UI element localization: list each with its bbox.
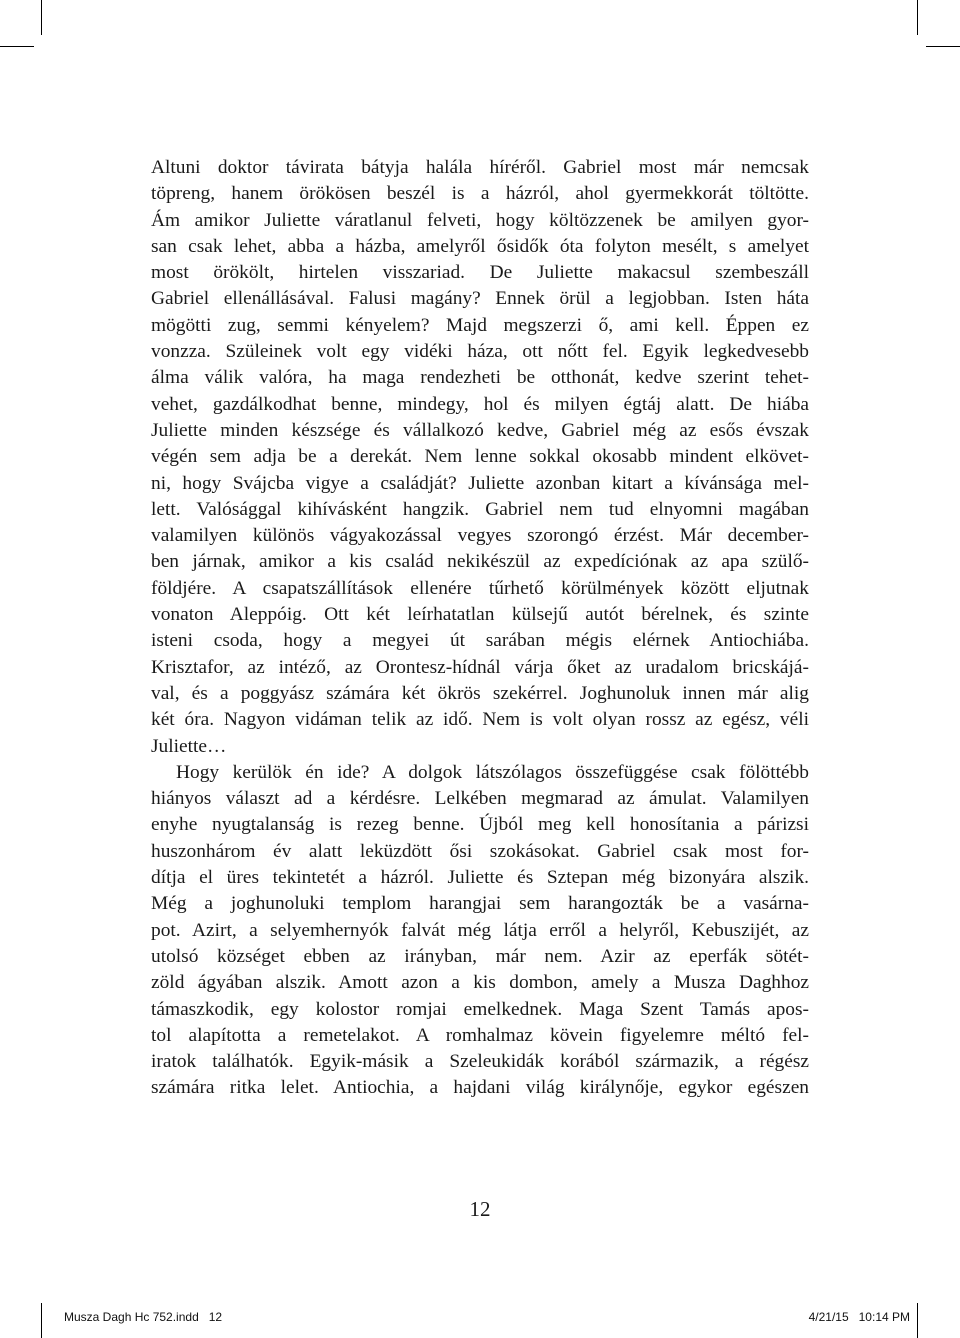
text-line: Hogy kerülök én ide? A dolgok látszólagos összefüggése csak fölöttébb (176, 761, 809, 783)
text-line: san csak lehet, abba a házba, amelyről ősidők óta folyton mesélt, s amelyet (151, 235, 809, 257)
text-line: tol alapította a remetelakot. A romhalmaz kövein figyelemre méltó fel- (151, 1024, 809, 1046)
text-line: iratok találhatók. Egyik-másik a Szeleukidák korából származik, a régész (151, 1051, 809, 1073)
text-line: álma válik valóra, ha maga rendezheti be otthonát, kedve szerint tehet- (151, 367, 809, 389)
text-line: ni, hogy Svájcba vigye a családját? Juliette azonban kitart a kívánsága mel- (151, 472, 809, 494)
text-line: lett. Valósággal kihívásként hangzik. Gabriel nem tud elnyomni magában (151, 498, 809, 520)
slug-divider-right (917, 1303, 918, 1338)
text-line: zöld ágyában alszik. Amott azon a kis dombon, amely a Musza Daghhoz (151, 972, 809, 994)
text-line: dítja el üres tekintetét a házról. Juliette és Sztepan még bizonyára alszik. (151, 867, 809, 889)
text-line: támaszkodik, egy kolostor romjai emelkednek. Maga Szent Tamás apos- (151, 998, 809, 1020)
text-line: valamilyen különös vágyakozással vegyes szorongó érzést. Már december- (151, 525, 809, 547)
text-line: számára ritka lelet. Antiochia, a hajdani világ királynője, egykor egészen (151, 1077, 809, 1099)
slug-filename: Musza Dagh Hc 752.indd 12 (64, 1310, 223, 1324)
text-line: vonaton Aleppóig. Ott két leírhatatlan külsejű autót bérelnek, és szinte (151, 604, 809, 626)
text-line: Juliette minden készsége és vállalkozó kedve, Gabriel még az esős évszak (151, 419, 809, 441)
slug-divider-left (41, 1303, 42, 1338)
page-number: 12 (469, 1197, 491, 1221)
text-line: Altuni doktor távirata bátyja halála híréről. Gabriel most már nemcsak (151, 157, 809, 178)
text-line: mögötti zug, semmi kényelem? Majd megszerzi ő, ami kell. Éppen ez (151, 314, 809, 336)
text-line: Krisztafor, az intéző, az Orontesz-hídnál várja őket az uradalom bricskájá- (151, 656, 809, 678)
crop-mark-top-left-vertical (41, 0, 42, 35)
text-line: hiányos választ ad a kérdésre. Lelkében megmarad az ámulat. Valamilyen (151, 788, 809, 810)
body-text (151, 155, 809, 1102)
text-line: ben járnak, amikor a kis család nekikészül az expedíciónak az apa szülő- (151, 551, 809, 573)
slug-datetime: 4/21/15 10:14 PM (808, 1310, 910, 1324)
text-line: vonzza. Szüleinek volt egy vidéki háza, ott nőtt fel. Egyik legkedvesebb (151, 341, 809, 363)
crop-mark-top-right-vertical (917, 0, 918, 35)
text-line: töpreng, hanem örökösen beszél is a házról, ahol gyermekkorát töltötte. (151, 183, 809, 205)
crop-mark-top-right-horizontal (926, 46, 960, 47)
text-line: földjére. A csapatszállítások ellenére tűrhető körülmények között eljutnak (151, 577, 809, 599)
text-line: pot. Azirt, a selyemhernyók falvát még látja erről a helyről, Kebuszijét, az (151, 919, 809, 941)
text-line: Juliette… (151, 735, 227, 757)
text-line: végén sem adja be a derekát. Nem lenne sokkal okosabb mindent elkövet- (151, 446, 809, 468)
text-line: val, és a poggyász számára két ökrös szekérrel. Joghunoluk innen már alig (151, 682, 809, 704)
text-line: két óra. Nagyon vidáman telik az idő. Nem is volt olyan rossz az egész, véli (151, 709, 809, 731)
text-line: Még a joghunoluki templom harangjai sem harangozták be a vasárna- (151, 893, 809, 915)
text-line: isteni csoda, hogy a megyei út sarában mégis elérnek Antiochiába. (151, 630, 809, 652)
text-line: most örökölt, hirtelen visszariad. De Juliette makacsul szembeszáll (151, 262, 809, 284)
text-line: enyhe nyugtalanság is rezeg benne. Újból meg kell honosítania a párizsi (151, 814, 809, 836)
text-line: vehet, gazdálkodhat benne, mindegy, hol és milyen égtáj alatt. De hiába (151, 393, 809, 415)
crop-mark-top-left-horizontal (0, 46, 34, 47)
text-line: huszonhárom év alatt leküzdött ősi szokásokat. Gabriel csak most for- (151, 840, 809, 862)
text-line: Ám amikor Juliette váratlanul felveti, hogy költözzenek be amilyen gyor- (151, 209, 809, 231)
text-line: utolsó községet ebben az irányban, már nem. Azir az eperfák sötét- (151, 945, 809, 967)
text-line: Gabriel ellenállásával. Falusi magány? Ennek örül a legjobban. Isten háta (151, 288, 809, 310)
